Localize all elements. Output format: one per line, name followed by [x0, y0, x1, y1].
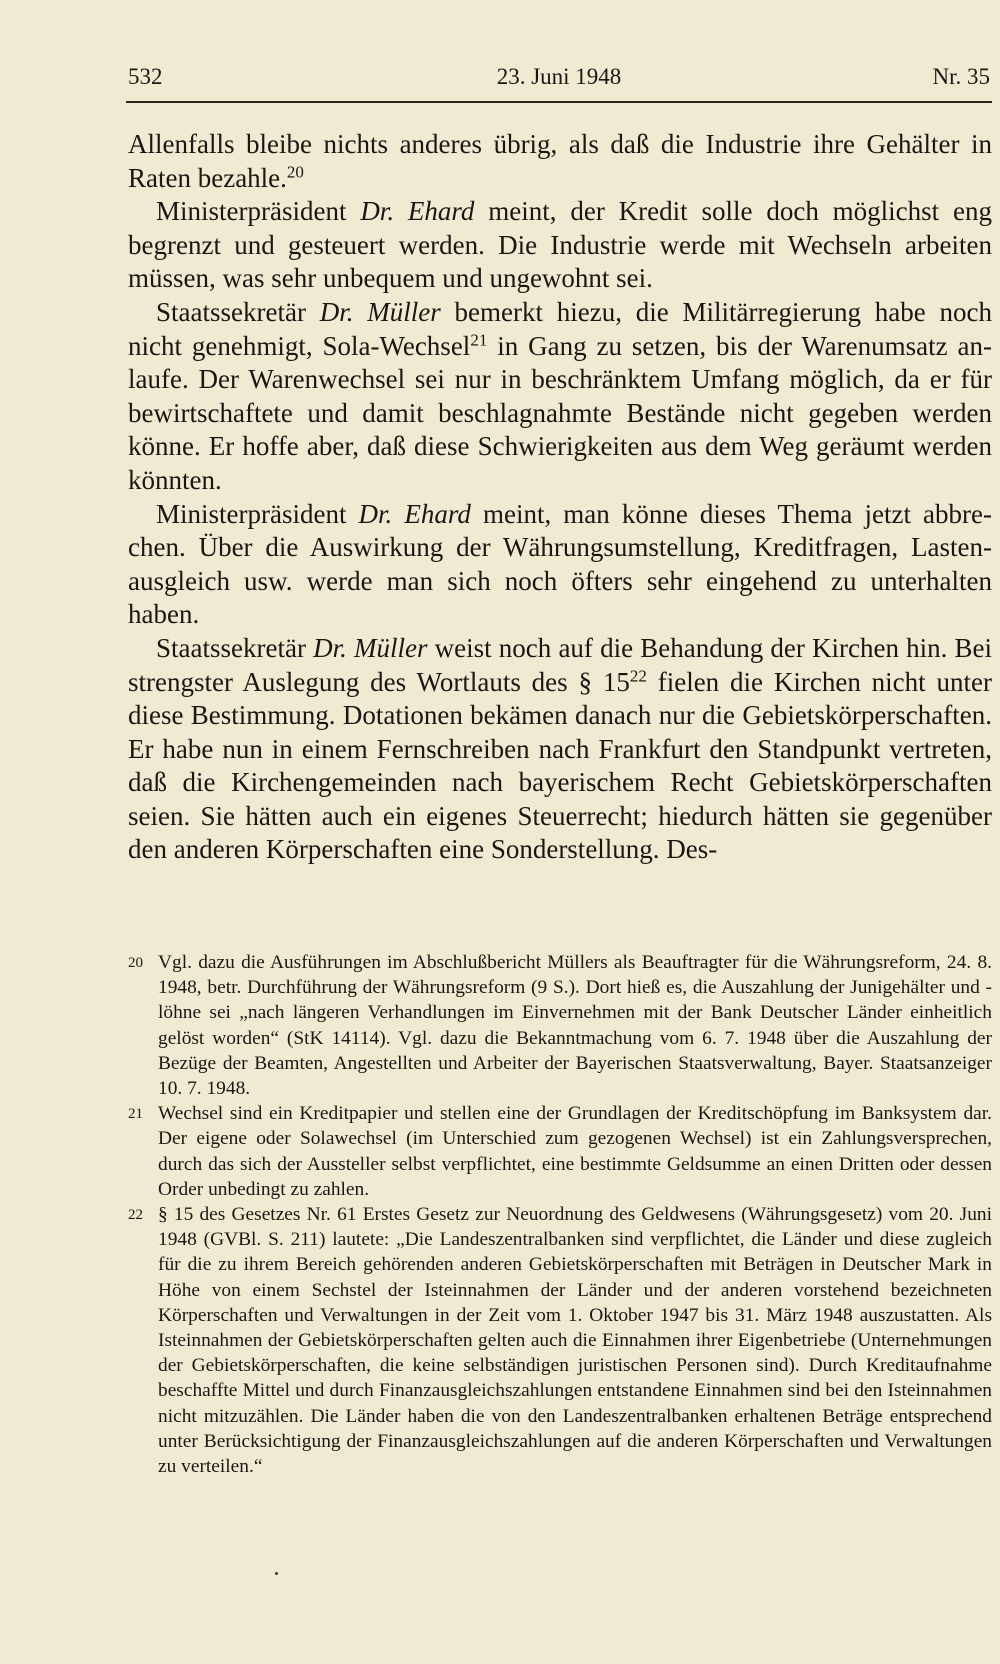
paragraph-1: Allenfalls bleibe nichts anderes übrig, als daß die Industrie ihre Gehälter in Raten bezahle.$^{20}$ [128, 129, 992, 193]
footnote-20 [128, 950, 992, 1101]
footnotes [128, 950, 992, 1479]
footnote-ref-21[interactable]: 21 [470, 330, 488, 350]
speaker-name: Dr. Ehard [360, 196, 475, 227]
speaker-name: Dr. Müller [319, 296, 441, 327]
header-rule [126, 101, 992, 103]
paragraph-5: Staatssekretär Dr. Müller weist noch auf die Behandung der Kirchen hin. Bei strengster Auslegung des Wortlauts des § $15^{22}$ fielen die Kirchen nicht unter diese Bestimmung. Dotationen bekämen danach nur die Gebietskörperschaften. Er habe nun in einem Fernschreiben nach Frankfurt den Standpunkt vertreten, daß die Kirchengemeinden nach bayerischem Recht Gebietskörperschaften seien. Sie hätten auch ein eigenes Steuerrecht; hiedurch hätten sie gegenüber den anderen Körperschaften eine Sonderstellung. Des- [128, 632, 992, 865]
footnote-ref-20[interactable]: 20 [286, 162, 304, 182]
footnote-ref-22[interactable]: 22 [629, 666, 647, 686]
header-date: 23. Juni 1948 [496, 64, 622, 89]
page-number: 532 [128, 64, 163, 89]
paragraph-2: Ministerpräsident Dr. Ehard meint, der Kredit solle doch möglichst eng begrenzt und gesteuert werden. Die Industrie werde mit Wechseln arbeiten müssen, was sehr unbequem und ungewohnt sei. [128, 196, 992, 294]
footnote-text: Wechsel sind ein Kreditpapier und stellen eine der Grundlagen der Kreditschöpfung im Banksystem dar. Der eigene oder Solawechsel (im Unterschied zum gezogenen Wechsel) ist ein Zahlungsversprechen, durch das sich der Aussteller selbst verpflichtet, eine bestimmte Geldsumme an einen Dritten oder dessen Order unbedingt zu zahlen. [158, 1103, 992, 1200]
paragraph-4: Ministerpräsident Dr. Ehard meint, man könne dieses Thema jetzt abbrechen. Über die Auswirkung der Währungsumstellung, Kreditfragen, Lastenausgleich usw. werde man sich noch öfters sehr eingehend zu unterhalten haben. [128, 498, 992, 630]
speaker-name: Dr. Ehard [358, 498, 471, 529]
speaker-name: Dr. Müller [313, 632, 428, 663]
footnote-text: Vgl. dazu die Ausführungen im Abschlußbericht Müllers als Beauftragter für die Währungsreform, 24. 8. 1948, betr. Durchführung der Währungsreform (9 S.). Dort hieß es, die Auszahlung der Junigehälter und -löhne sei „nach längeren Verhandlungen im Einvernehmen mit der Bank Deutscher Länder einheitlich gelöst worden“ (StK 14114). Vgl. dazu die Bekanntmachung vom 6. 7. 1948 über die Auszahlung der Bezüge der Beamten, Angestellten und Arbeiter der Bayerischen Staatsverwaltung, Bayer. Staatsanzeiger 10. 7. 1948. [158, 952, 992, 1100]
footnote-21 [128, 1101, 992, 1202]
running-header [128, 62, 990, 98]
issue-number: Nr. 35 [932, 64, 990, 89]
footnote-22 [128, 1202, 992, 1479]
paper-speck [275, 1572, 278, 1575]
footnote-number: 21 [128, 1106, 143, 1123]
footnote-number: 20 [128, 955, 143, 971]
footnote-text: § 15 des Gesetzes Nr. 61 Erstes Gesetz zur Neuordnung des Geldwesens (Währungsgesetz) vom 20. Juni 1948 (GVBl. S. 211) lautete: „Die Landeszentralbanken sind verpflichtet, die Länder und diese zugleich für die zu ihrem Bereich gehörenden anderen Gebietskörperschaften mit Beträgen in Deutscher Mark in Höhe von einem Sechstel der Isteinnahmen der Länder und der anderen vorstehend bezeichneten Körperschaften und Verwaltungen in der Zeit vom 1. Oktober 1947 bis 31. März 1948 auszustatten. Als Isteinnahmen der Gebietskörperschaften gelten auch die Einnahmen ihrer Eigenbetriebe (Unternehmungen der Gebietskörperschaften, die keine selbständigen juristischen Personen sind). Durch Kreditaufnahme beschaffte Mittel und durch Finanzausgleichszahlungen entstandene Einnahmen sind bei den Isteinnahmen nicht mitzuzählen. Die Länder haben die von den Landeszentralbanken erhaltenen Beträge entsprechend unter Berücksichtigung der Finanzausgleichszahlungen auf die anderen Körperschaften und Verwaltungen zu verteilen.“ [158, 1204, 992, 1478]
footnote-number: 22 [128, 1207, 143, 1224]
main-text [128, 128, 992, 867]
paragraph-3: Staatssekretär Dr. Müller bemerkt hiezu, die Militärregierung habe noch nicht genehmigt, Sola-Wechsel$^{21}$ in Gang zu setzen, bis der Warenumsatz anlaufe. Der Warenwechsel sei nur in beschränktem Umfang möglich, da er für bewirtschaftete und damit beschlagnahmte Bestände nicht gegeben werden könne. Er hoffe aber, daß diese Schwierigkeiten aus dem Weg geräumt werden könnten. [128, 296, 993, 495]
